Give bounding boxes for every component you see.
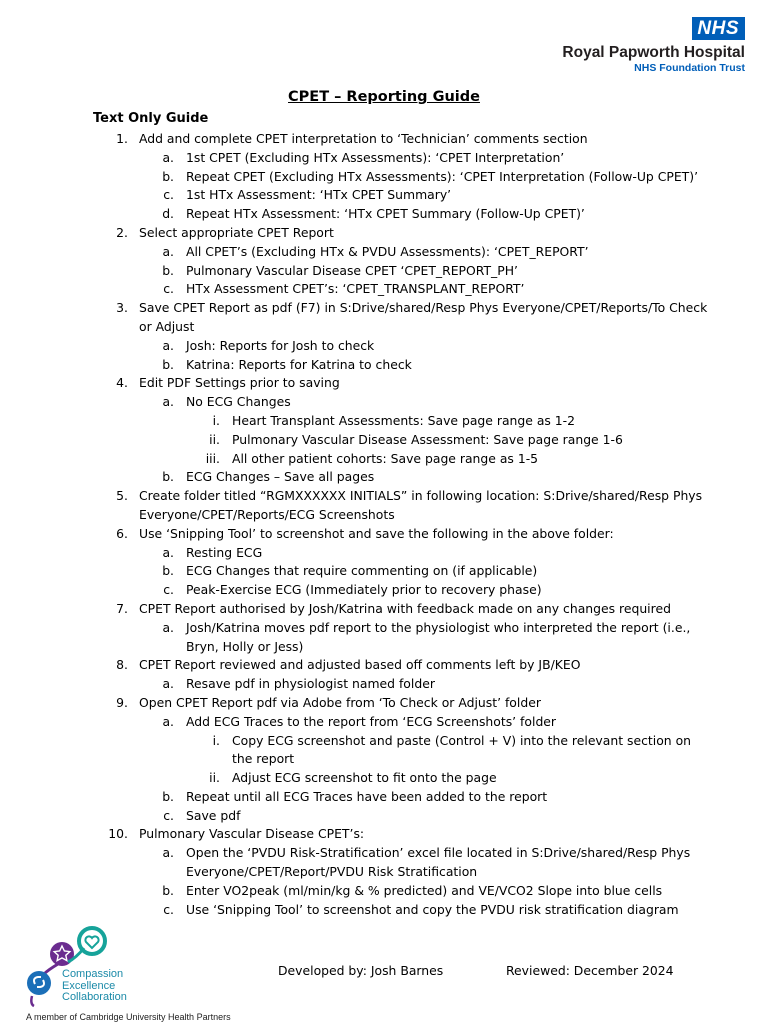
list-item	[0, 750, 768, 769]
list-marker: d.	[162, 206, 174, 222]
list-marker: b.	[162, 882, 174, 898]
list-item	[0, 186, 768, 205]
list-marker: 2.	[116, 224, 128, 240]
list-item-text: Use ‘Snipping Tool’ to screenshot and copy the PVDU risk stratification diagram	[186, 901, 679, 917]
list-item-text: Add ECG Traces to the report from ‘ECG Screenshots’ folder	[186, 713, 557, 729]
list-item	[0, 356, 768, 375]
list-marker: a.	[162, 394, 174, 410]
list-item-text: Peak-Exercise ECG (Immediately prior to recovery phase)	[186, 582, 542, 598]
list-marker: a.	[162, 243, 174, 259]
cec-compassion: Compassion	[62, 968, 124, 980]
list-item-text: Save CPET Report as pdf (F7) in S:Drive/shared/Resp Phys Everyone/CPET/Reports/To Check	[139, 300, 708, 316]
list-item-text: 1st CPET (Excluding HTx Assessments): ‘CPET Interpretation’	[186, 149, 565, 165]
hospital-name: Royal Papworth Hospital	[562, 44, 745, 61]
list-marker: 7.	[116, 600, 128, 616]
list-item	[0, 506, 768, 525]
list-item	[0, 901, 768, 920]
list-item	[0, 619, 768, 638]
list-item-text: CPET Report reviewed and adjusted based off comments left by JB/KEO	[139, 657, 581, 673]
document-subtitle: Text Only Guide	[93, 111, 209, 126]
list-item-text: Everyone/CPET/Report/PVDU Risk Stratification	[186, 864, 478, 880]
list-marker: c.	[163, 582, 174, 598]
list-marker: 1.	[116, 131, 128, 146]
list-item	[0, 807, 768, 826]
list-item-text: Josh: Reports for Josh to check	[186, 337, 375, 353]
list-item-text: Pulmonary Vascular Disease CPET ‘CPET_REPORT_PH’	[186, 262, 518, 278]
list-item	[0, 262, 768, 281]
list-item-text: Repeat HTx Assessment: ‘HTx CPET Summary (Follow-Up CPET)’	[186, 206, 585, 222]
list-marker: b.	[162, 788, 174, 804]
list-item	[0, 825, 768, 844]
cec-wordmark	[62, 969, 127, 1004]
list-item-text: or Adjust	[139, 318, 195, 334]
list-item-text: Edit PDF Settings prior to saving	[139, 375, 340, 391]
list-marker: 10.	[108, 826, 128, 842]
list-marker: b.	[162, 563, 174, 579]
list-item	[0, 788, 768, 807]
list-marker: 5.	[116, 488, 128, 504]
list-marker: c.	[163, 187, 174, 203]
list-item	[0, 694, 768, 713]
member-text: A member of Cambridge University Health Partners	[26, 1012, 231, 1022]
list-item-text: CPET Report authorised by Josh/Katrina with feedback made on any changes required	[139, 600, 671, 616]
list-item	[0, 243, 768, 262]
list-item	[0, 450, 768, 469]
link-circle-icon	[27, 971, 51, 995]
list-item-text: Enter VO2peak (ml/min/kg & % predicted) and VE/VCO2 Slope into blue cells	[186, 882, 663, 898]
list-item	[0, 525, 768, 544]
list-item-text: All CPET’s (Excluding HTx & PVDU Assessments): ‘CPET_REPORT’	[186, 243, 589, 259]
list-marker: 4.	[116, 375, 128, 391]
list-item	[0, 431, 768, 450]
list-item-text: Open CPET Report pdf via Adobe from ‘To Check or Adjust’ folder	[139, 694, 541, 710]
list-item-text: Adjust ECG screenshot to fit onto the page	[232, 770, 497, 786]
list-item	[0, 600, 768, 619]
list-marker: ii.	[209, 770, 220, 786]
list-item-text: Repeat CPET (Excluding HTx Assessments): ‘CPET Interpretation (Follow-Up CPET)’	[186, 168, 699, 184]
list-item-text: Save pdf	[186, 807, 241, 823]
list-item	[0, 656, 768, 675]
list-item-text: No ECG Changes	[186, 394, 291, 410]
list-marker: b.	[162, 356, 174, 372]
list-item-text: Everyone/CPET/Reports/ECG Screenshots	[139, 506, 395, 522]
list-marker: i.	[212, 732, 220, 748]
list-item	[0, 844, 768, 863]
list-marker: a.	[162, 544, 174, 560]
list-item-text: ECG Changes – Save all pages	[186, 469, 375, 485]
list-item-text: the report	[232, 751, 295, 767]
list-item	[0, 337, 768, 356]
list-item-text: All other patient cohorts: Save page range as 1-5	[232, 450, 539, 466]
list-item-text: Pulmonary Vascular Disease CPET’s:	[139, 826, 365, 842]
list-item	[0, 205, 768, 224]
cec-collaboration: Collaboration	[62, 991, 127, 1003]
list-item	[0, 638, 768, 657]
list-marker: iii.	[205, 450, 220, 466]
list-item	[0, 280, 768, 299]
list-item-text: Copy ECG screenshot and paste (Control + V) into the relevant section on	[232, 732, 692, 748]
list-marker: b.	[162, 262, 174, 278]
list-item	[0, 882, 768, 901]
list-item-text: HTx Assessment CPET’s: ‘CPET_TRANSPLANT_REPORT’	[186, 281, 525, 297]
list-item	[0, 863, 768, 882]
list-marker: a.	[162, 845, 174, 861]
list-item	[0, 149, 768, 168]
list-marker: b.	[162, 469, 174, 485]
list-item-text: Pulmonary Vascular Disease Assessment: Save page range 1-6	[232, 431, 623, 447]
list-item-text: Katrina: Reports for Katrina to check	[186, 356, 412, 372]
trust-name: NHS Foundation Trust	[634, 62, 745, 74]
list-marker: 3.	[116, 300, 128, 316]
cec-excellence: Excellence	[62, 979, 116, 992]
list-item	[0, 393, 768, 412]
guide-list	[0, 130, 768, 919]
list-item	[0, 468, 768, 487]
heart-icon	[85, 936, 98, 948]
list-marker: 8.	[116, 657, 128, 673]
list-marker: a.	[162, 676, 174, 692]
reviewed-date: Reviewed: December 2024	[506, 963, 674, 978]
list-marker: i.	[212, 412, 220, 428]
nhs-logo	[535, 17, 745, 75]
list-item	[0, 299, 768, 318]
list-item	[0, 224, 768, 243]
list-item	[0, 713, 768, 732]
list-item	[0, 130, 768, 149]
list-item-text: Open the ‘PVDU Risk-Stratification’ excel file located in S:Drive/shared/Resp Phys	[186, 845, 691, 861]
list-item-text: Select appropriate CPET Report	[139, 224, 334, 240]
list-item-text: Josh/Katrina moves pdf report to the physiologist who interpreted the report (i.e.,	[186, 619, 691, 635]
list-item-text: ECG Changes that require commenting on (if applicable)	[186, 563, 538, 579]
list-item	[0, 544, 768, 563]
list-item-text: 1st HTx Assessment: ‘HTx CPET Summary’	[186, 187, 452, 203]
list-item	[0, 581, 768, 600]
list-marker: 6.	[116, 525, 128, 541]
list-marker: 9.	[116, 694, 128, 710]
list-item-text: Resave pdf in physiologist named folder	[186, 676, 435, 692]
list-item	[0, 318, 768, 337]
list-item	[0, 732, 768, 751]
nhs-mark: NHS	[692, 17, 745, 40]
list-item-text: Add and complete CPET interpretation to ‘Technician’ comments section	[139, 131, 588, 146]
list-item	[0, 374, 768, 393]
list-marker: a.	[162, 619, 174, 635]
list-marker: b.	[162, 168, 174, 184]
list-item-text: Bryn, Holly or Jess)	[186, 638, 304, 654]
list-item-text: Use ‘Snipping Tool’ to screenshot and save the following in the above folder:	[139, 525, 614, 541]
list-item	[0, 769, 768, 788]
list-marker: ii.	[209, 431, 220, 447]
list-item	[0, 562, 768, 581]
list-marker: c.	[163, 901, 174, 917]
list-item-text: Resting ECG	[186, 544, 263, 560]
list-item	[0, 412, 768, 431]
list-item-text: Create folder titled “RGMXXXXXX INITIALS” in following location: S:Drive/shared/Resp Phys	[139, 488, 703, 504]
list-item	[0, 675, 768, 694]
list-marker: a.	[162, 337, 174, 353]
list-item-text: Heart Transplant Assessments: Save page range as 1-2	[232, 412, 576, 428]
cec-logo	[24, 922, 254, 1022]
list-marker: c.	[163, 281, 174, 297]
list-item-text: Repeat until all ECG Traces have been added to the report	[186, 788, 548, 804]
list-item	[0, 487, 768, 506]
developed-by: Developed by: Josh Barnes	[278, 963, 444, 978]
list-marker: a.	[162, 149, 174, 165]
document-title: CPET – Reporting Guide	[288, 89, 480, 105]
list-marker: a.	[162, 713, 174, 729]
list-item	[0, 168, 768, 187]
list-marker: c.	[163, 807, 174, 823]
